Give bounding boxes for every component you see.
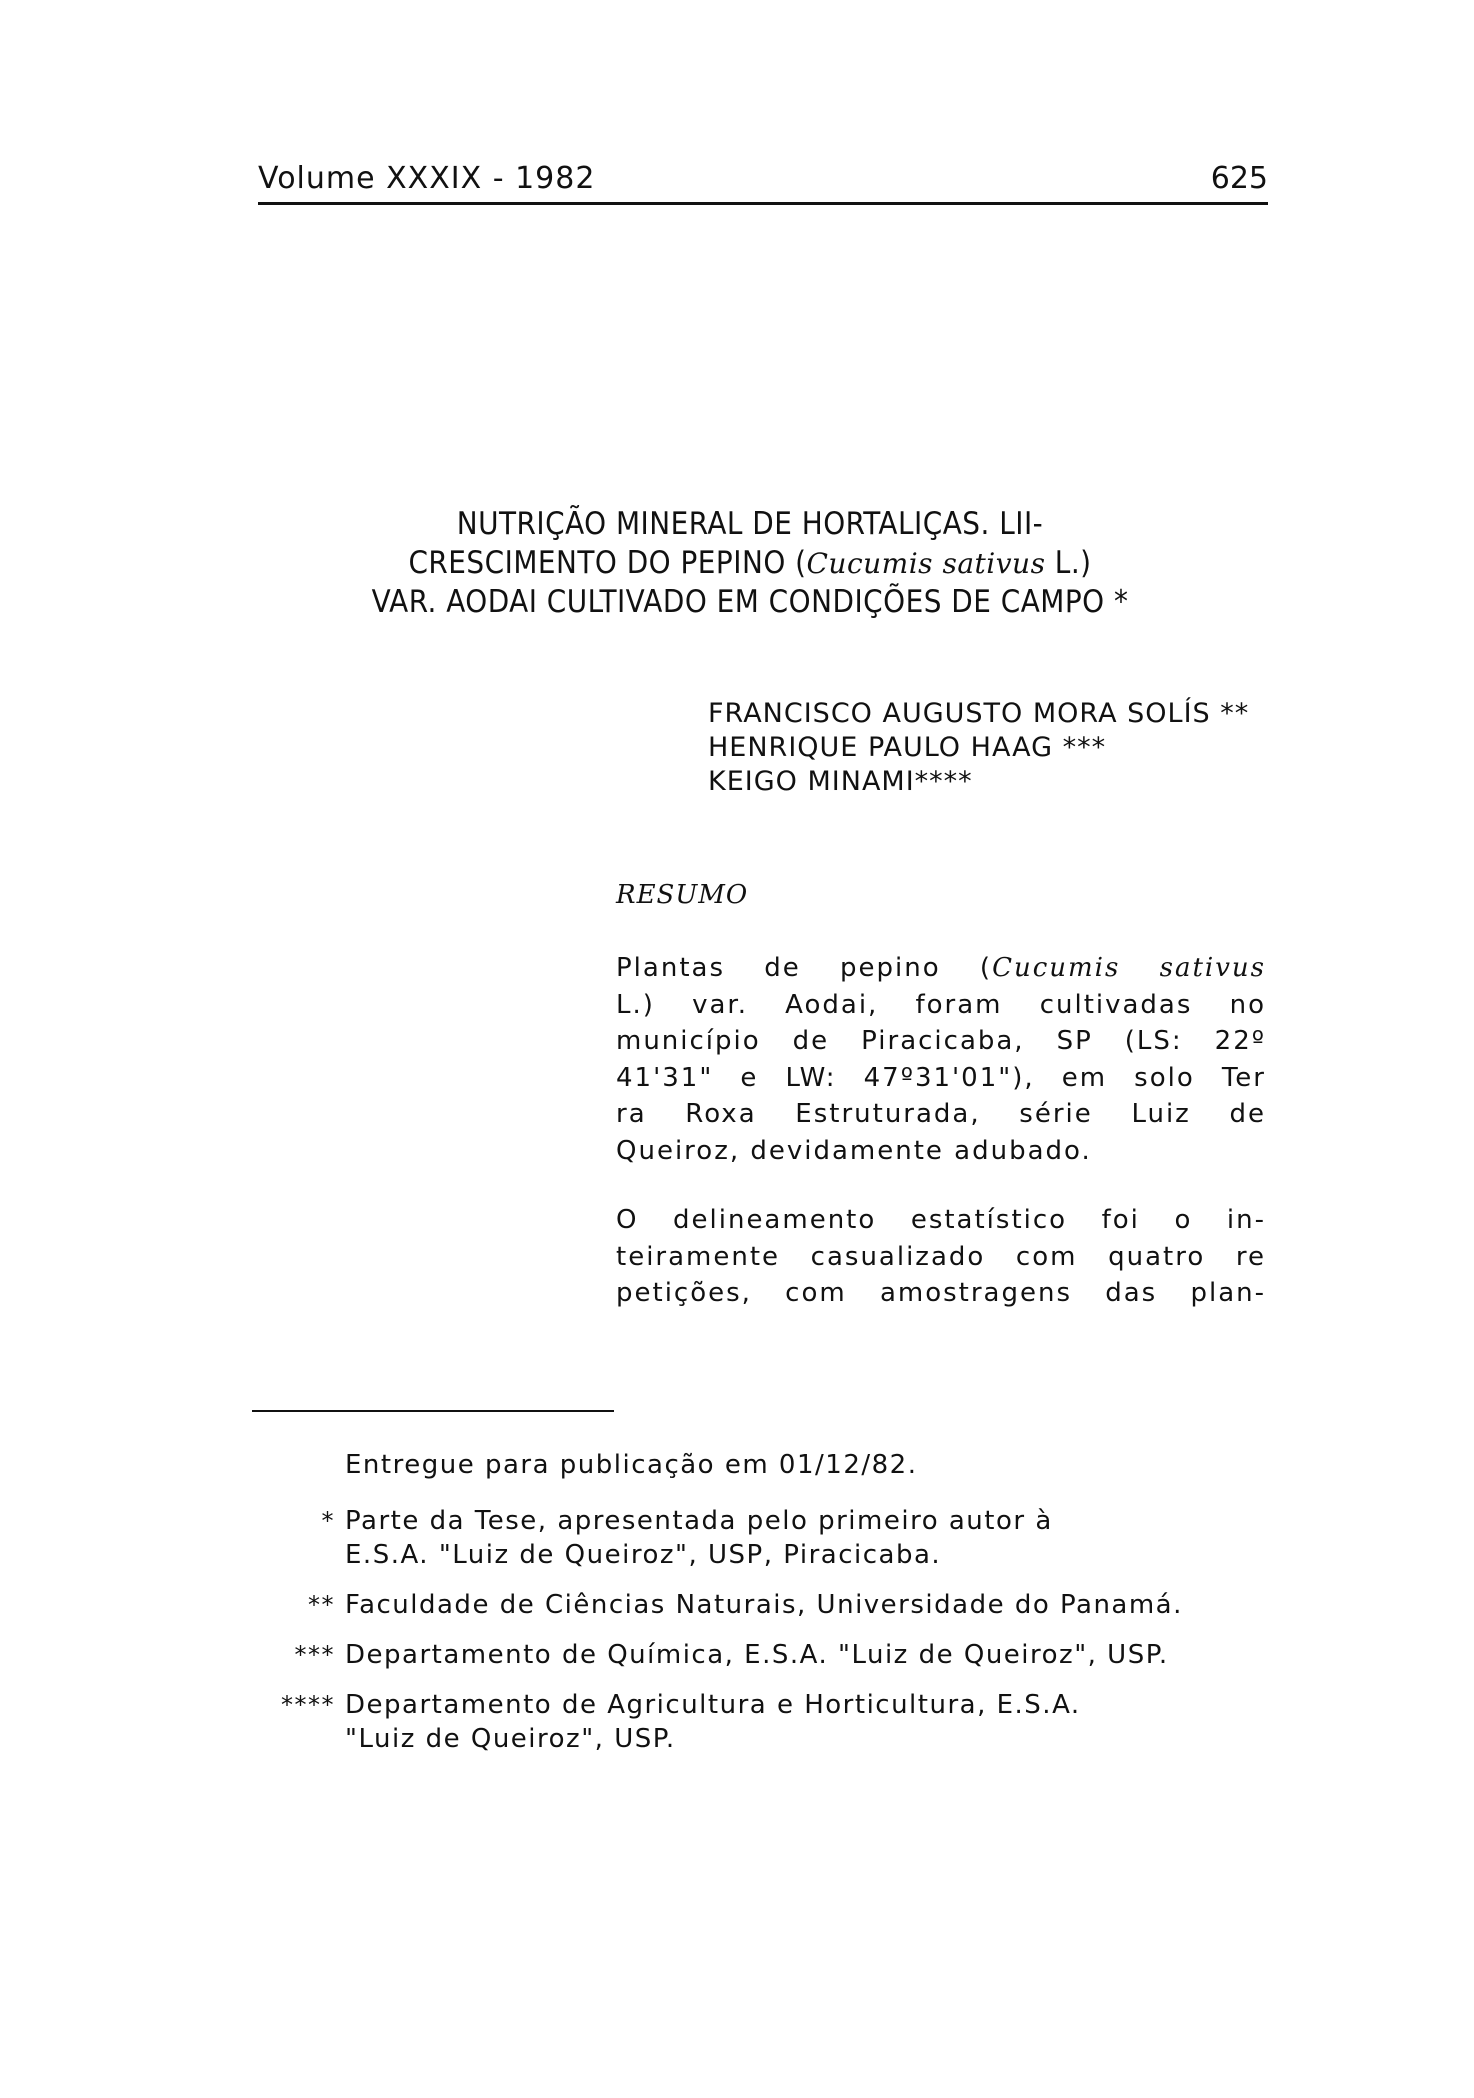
footnote-mark: ** [308,1591,335,1619]
author-1: FRANCISCO AUGUSTO MORA SOLÍS ** [708,698,1250,729]
abstract-line: 41'31" e LW: 47º31'01"), em solo Ter [616,1062,1266,1093]
footnotes [250,1448,1270,1772]
abstract-line [616,950,1266,987]
abstract-line: L.) var. Aodai, foram cultivadas no [616,989,1266,1020]
resumo-heading: RESUMO [616,880,749,910]
title-line-2-end: L.) [1045,545,1092,581]
footnote-1 [250,1504,1270,1572]
volume-label: Volume XXXIX - 1982 [258,161,596,196]
author-list [708,697,1249,799]
author-3: KEIGO MINAMI**** [708,766,973,797]
abstract-line: município de Piracicaba, SP (LS: 22º [616,1026,1266,1056]
footnote-text: Entregue para publicação em 01/12/82. [345,1450,918,1480]
abstract-paragraph-2 [616,1202,1266,1312]
article-title [300,505,1200,622]
title-line-2 [300,544,1200,583]
footnote-mark: **** [281,1691,335,1719]
footnote-mark: *** [294,1641,335,1669]
footnote-text: "Luiz de Queiroz", USP. [345,1724,676,1754]
title-line-1: NUTRIÇÃO MINERAL DE HORTALIÇAS. LII- [456,506,1044,542]
abstract-line: petições, com amostragens das plan- [616,1278,1266,1308]
abstract-line: O delineamento estatístico foi o in- [616,1205,1266,1235]
footnote-received [250,1448,1270,1482]
title-line-2-start: CRESCIMENTO DO PEPINO ( [408,545,807,581]
abstract-line: Queiroz, devidamente adubado. [616,1135,1092,1166]
footnote-text: Parte da Tese, apresentada pelo primeiro autor à [345,1506,1053,1536]
abstract-paragraph-1 [616,950,1266,1169]
footnote-3 [250,1638,1270,1672]
abstract-text: Plantas de pepino ( [616,953,993,983]
abstract-line: ra Roxa Estruturada, série Luiz de [616,1099,1266,1129]
page-header [258,150,1268,205]
author-2: HENRIQUE PAULO HAAG *** [708,732,1107,763]
abstract-line: teiramente casualizado com quatro re [616,1241,1266,1272]
footnote-2 [250,1588,1270,1622]
footnote-mark: * [321,1507,335,1535]
footnote-text: Faculdade de Ciências Naturais, Universidade do Panamá. [345,1590,1183,1620]
footnote-text: Departamento de Química, E.S.A. "Luiz de Queiroz", USP. [345,1640,1169,1670]
species-name: Cucumis sativus [992,953,1266,983]
title-line-3: VAR. AODAI CULTIVADO EM CONDIÇÕES DE CAMPO * [371,584,1129,620]
footnote-text: E.S.A. "Luiz de Queiroz", USP, Piracicaba. [345,1540,942,1570]
page-number: 625 [1210,161,1268,196]
footnote-4 [250,1688,1270,1756]
footnote-separator [252,1410,614,1412]
species-name: Cucumis sativus [806,547,1046,580]
footnote-text: Departamento de Agricultura e Horticultura, E.S.A. [345,1690,1081,1720]
